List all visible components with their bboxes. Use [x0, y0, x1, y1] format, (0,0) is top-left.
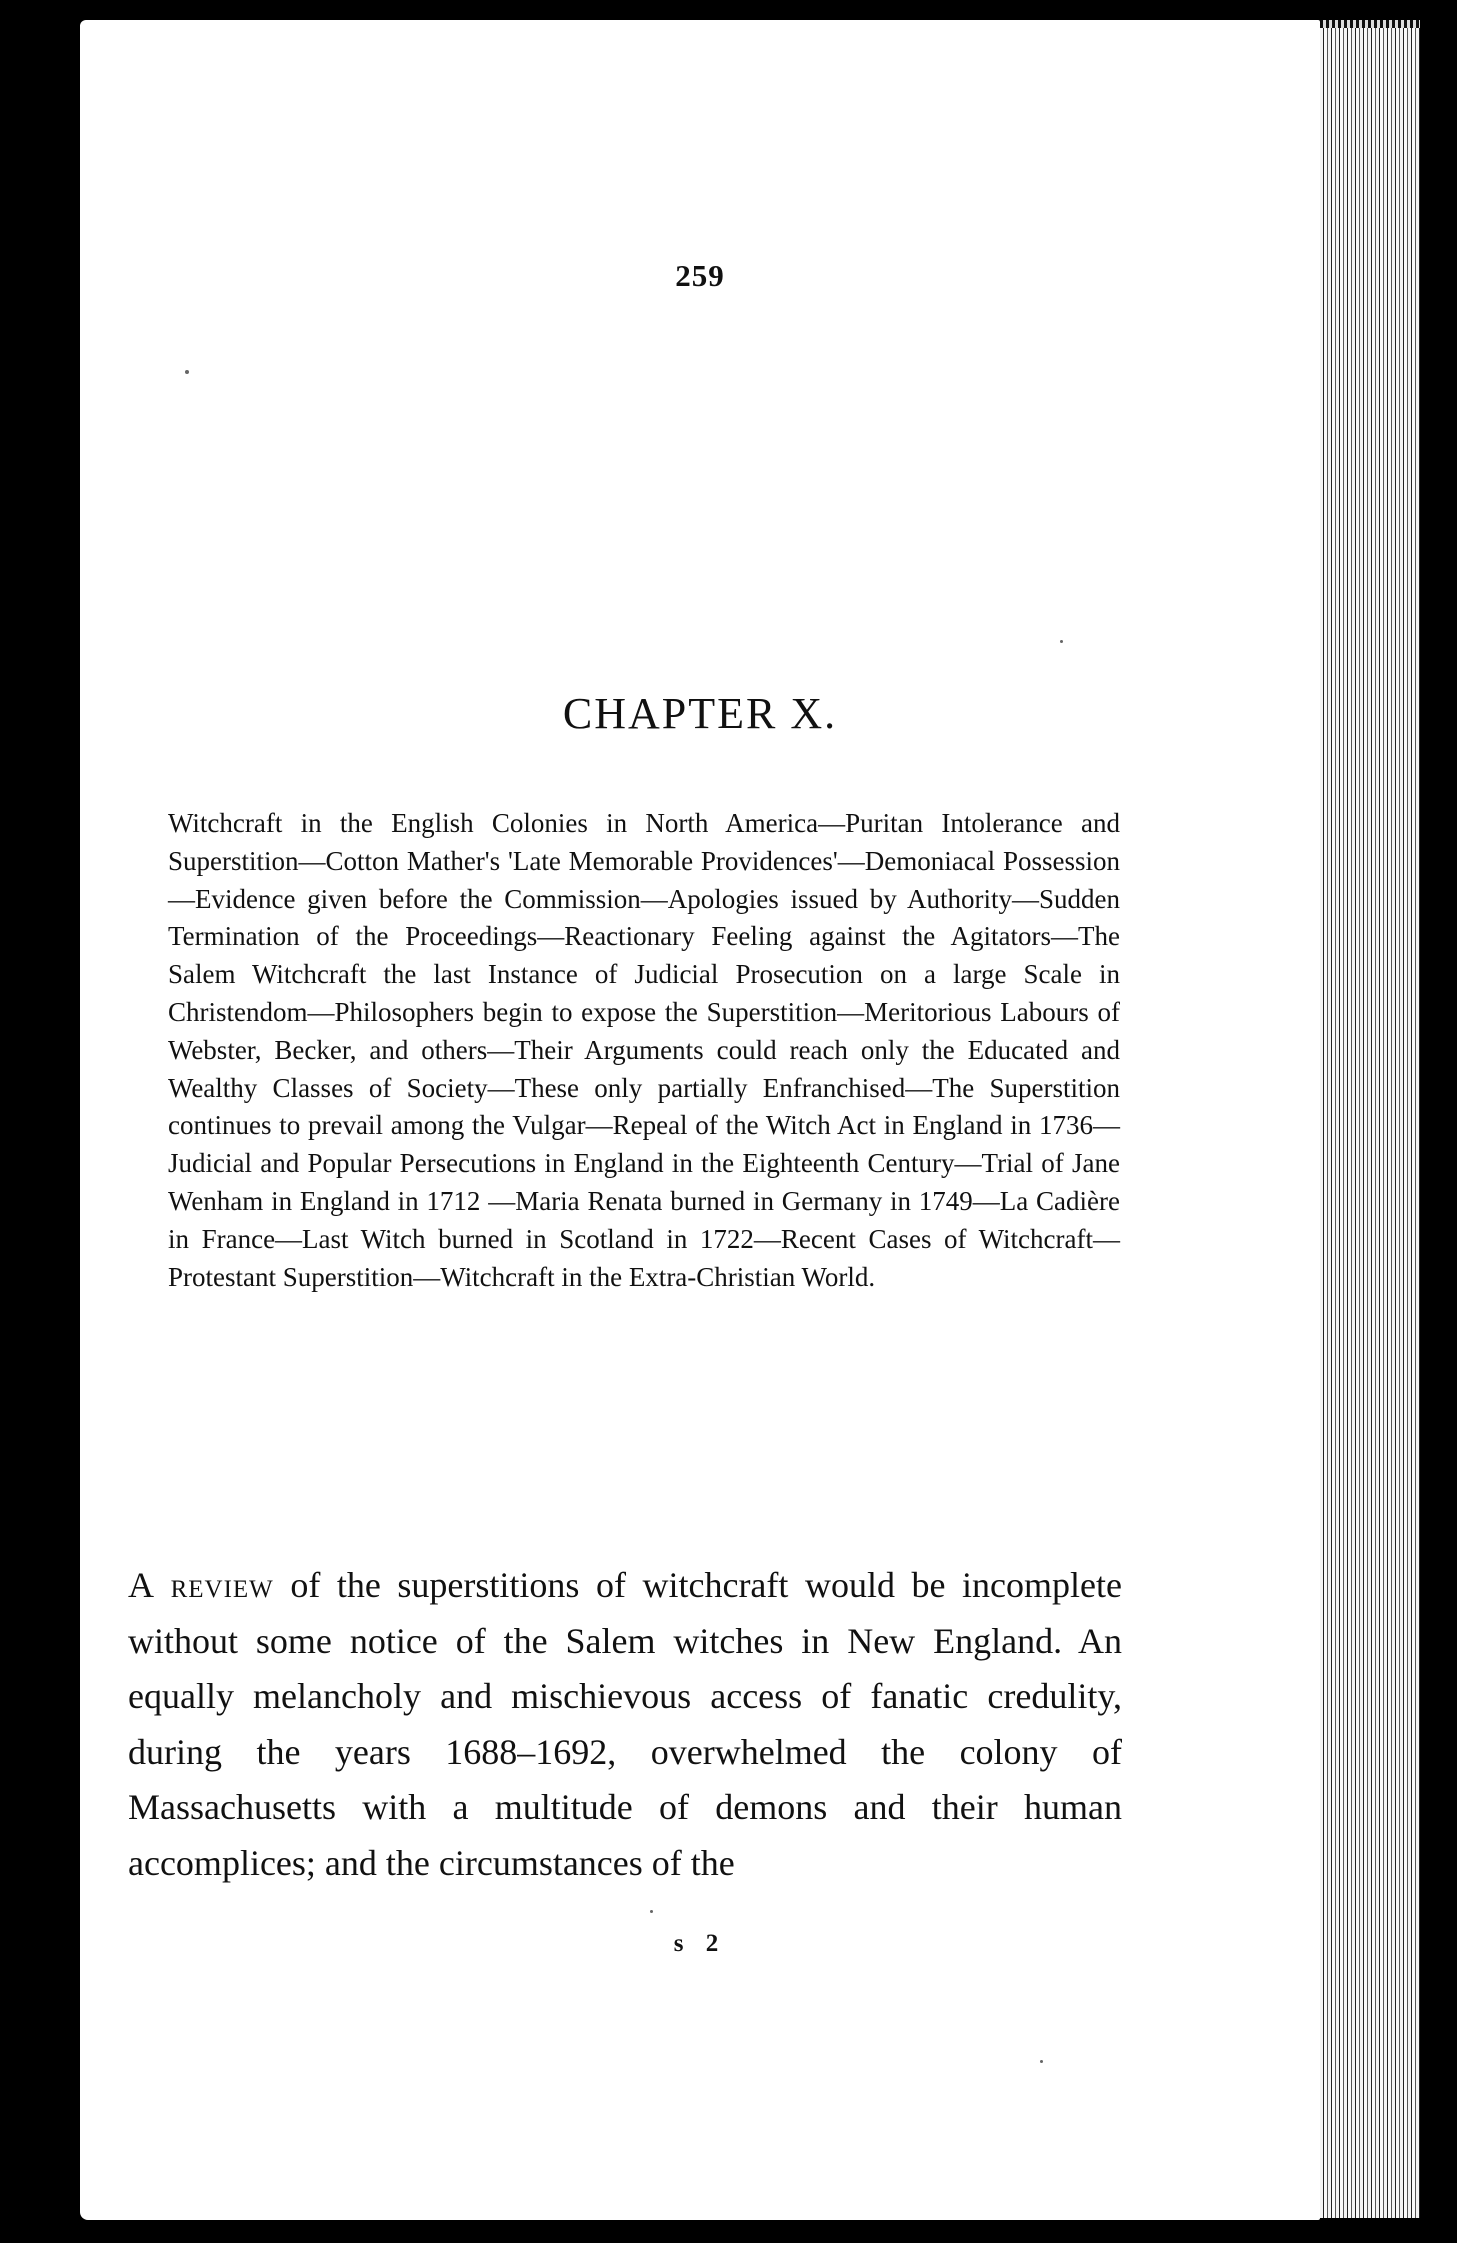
body-text: of the superstitions of witchcraft would be incomplete without some notice of the Salem witches in New England. An equally melancholy and mischievous access of fanatic credulity, during the years 1688–1692, overwhelmed the colony of Massachusetts with a multitude of demons and their human accomplices; and the circumstances of the	[128, 1565, 1122, 1883]
scan-speck	[185, 370, 189, 374]
book-page	[80, 20, 1320, 2220]
scan-speck	[1040, 2060, 1043, 2063]
signature-mark: s 2	[673, 1930, 727, 1957]
chapter-title: CHAPTER X.	[562, 689, 838, 738]
scan-speck	[650, 1910, 653, 1913]
scan-speck	[1060, 640, 1063, 643]
page-number: 259	[675, 258, 725, 293]
chapter-summary: Witchcraft in the English Colonies in North America—Puritan Intolerance and Superstition—Cotton Mather's 'Late Memorable Providences'—Demoniacal Possession—Evidence given before the Commission—Apologies issued by Authority—Sudden Termination of the Proceedings—Reactionary Feeling against the Agitators—The Salem Witchcraft the last Instance of Judicial Prosecution on a large Scale in Christendom—Philosophers begin to expose the Superstition—Meritorious Labours of Webster, Becker, and others—Their Arguments could reach only the Educated and Wealthy Classes of Society—These only partially Enfranchised—The Superstition continues to prevail among the Vulgar—Repeal of the Witch Act in England in 1736—Judicial and Popular Persecutions in England in the Eighteenth Century—Trial of Jane Wenham in England in 1712 —Maria Renata burned in Germany in 1749—La Cadière in France—Last Witch burned in Scotland in 1722—Recent Cases of Witchcraft—Protestant Superstition—Witchcraft in the Extra-Christian World.	[168, 808, 1120, 1292]
body-paragraph	[128, 1558, 1122, 1891]
page-edge-stack	[1320, 28, 1420, 2218]
body-lead-word: A review	[128, 1565, 274, 1605]
